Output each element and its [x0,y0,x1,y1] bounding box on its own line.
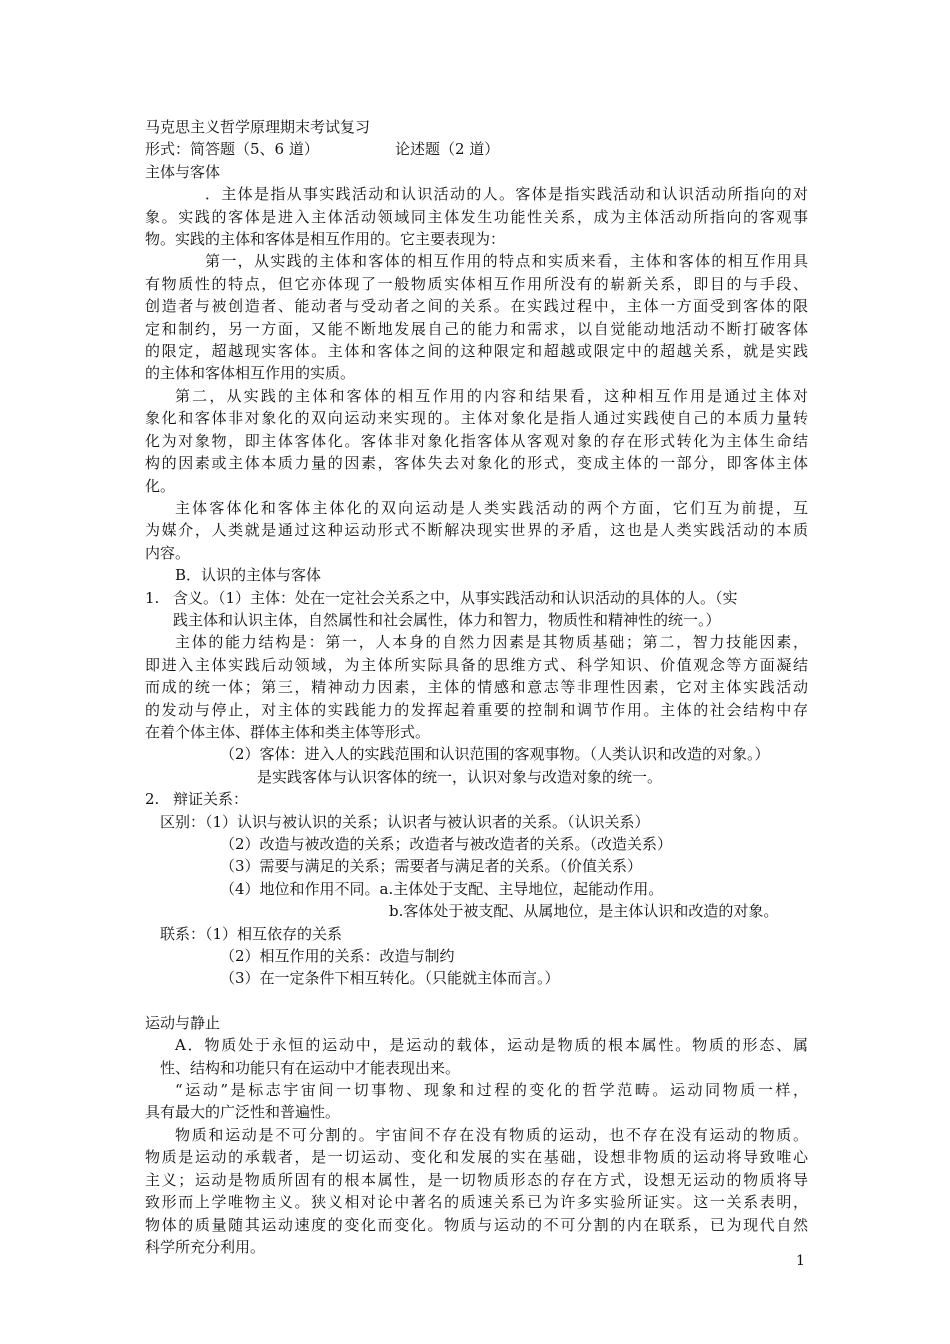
text-line: 内容。 [145,543,191,562]
paragraph-second-point [145,385,808,497]
list-item-dialectical-relation [145,788,808,810]
paragraph-first-point [145,250,808,384]
text-line: 象。实践的客体是进入主体活动领域同主体发生功能性关系，成为主体活动所指向的客观事 [145,207,808,226]
list-number: 1. [145,588,160,607]
blank-line [145,990,808,1012]
text-line: 第一，从实践的主体和客体的相互作用的特点和实质来看，主体和客体的相互作用具 [205,252,808,271]
section-heading-subject-object: 主体与客体 [145,162,221,181]
text-line: 为媒介，人类就是通过这种运动形式不断解决现实世界的矛盾，这也是人类实践活动的本质 [145,521,808,540]
connection-list [145,923,808,990]
text-line: 的限定，超越现实客体。主体和客体之间的这种限定和超越或限定中的超越关系，就是实践 [145,342,808,361]
text-line: 主体的能力结构是：第一，人本身的自然力因素是其物质基础；第二，智力技能因素， [175,633,808,652]
text-line: 第二，从实践的主体和客体的相互作用的内容和结果看，这种相互作用是通过主体对 [175,386,808,405]
text-line: 是实践客体与认识客体的统一，认识对象与改造对象的统一。 [257,767,663,786]
paragraph-ability-structure [145,631,808,743]
list-number: 2. [145,790,160,809]
text-line: 化为对象物，即主体客体化。客体非对象化指客体从客观对象的存在形式转化为主体生命结 [145,431,808,450]
format-essay: 论述题（2 道） [395,140,500,159]
text-line: 创造者与被创造者、能动者与受动者之间的关系。在实践过程中，主体一方面受到客体的限 [145,297,808,316]
text-line: 的发动与停止，对主体的实践能力的发挥起着重要的控制和调节作用。主体的社会结构中存 [145,700,808,719]
paragraph-inseparable [145,1124,808,1258]
text-line: （2）客体：进入人的实践范围和认识范围的客观事物。（人类认识和改造的对象。） [220,745,770,764]
exam-format-line [145,138,808,160]
difference-item: 区别：（1）认识与被认识的关系；认识者与被认识者的关系。（认识关系） [160,812,650,831]
page-number: 1 [796,1253,805,1269]
text-line: “运动”是标志宇宙间一切事物、现象和过程的变化的哲学范畴。运动同物质一样， [175,1081,808,1100]
paragraph-definition [145,183,808,250]
paragraph-two-way-movement [145,497,808,564]
subheading-cognition-subject-object: B．认识的主体与客体 [175,566,322,585]
connection-item: 联系：（1）相互依存的关系 [160,924,343,943]
text-line: 化。 [145,476,176,495]
document-body [145,116,808,1258]
text-line: 构的因素或主体本质力量的因素，客体失去对象化的形式，变成主体的一部分，即客体主体 [145,454,808,473]
text-line: 主体客体化和客体主体化的双向运动是人类实践活动的两个方面，它们互为前提，互 [175,498,808,517]
connection-item: （2）相互作用的关系：改造与制约 [220,947,455,966]
text-line: 辩证关系： [173,790,249,809]
connection-item: （3）在一定条件下相互转化。（只能就主体而言。） [220,969,560,988]
text-line: ．主体是指从事实践活动和认识活动的人。客体是指实践活动和认识活动所指向的对 [205,185,808,204]
text-line: 物体的质量随其运动速度的变化而变化。物质与运动的不可分割的内在联系，已为现代自然 [145,1215,808,1234]
text-line: 即进入主体实践后动领域，为主体所实际具备的思维方式、科学知识、价值观念等方面凝结 [145,655,808,674]
format-short-answer: 形式：简答题（5、6 道） [145,140,319,159]
text-line: 物质是运动的承载者，是一切运动、变化和发展的实在基础，设想非物质的运动将导致唯心 [145,1148,808,1167]
text-line: 含义。（1）主体：处在一定社会关系之中，从事实践活动和认识活动的具体的人。（实 [173,588,738,607]
text-line: 主义；运动是物质所固有的根本属性，是一切物质形态的存在方式，设想无运动的物质将导 [145,1170,808,1189]
text-line: A．物质处于永恒的运动中，是运动的载体，运动是物质的根本属性。物质的形态、属 [175,1036,808,1055]
text-line: 物。实践的主体和客体是相互作用的。它主要表现为： [145,230,506,249]
text-line: 物质和运动是不可分割的。宇宙间不存在没有物质的运动，也不存在没有运动的物质。 [175,1125,808,1144]
text-line: 的主体和客体相互作用的实质。 [145,364,356,383]
text-line: 象化和客体非对象化的双向运动来实现的。主体对象化是指人通过实践使自己的本质力量转 [145,409,808,428]
text-line: 在着个体主体、群体主体和类主体等形式。 [145,722,431,741]
text-line: 定和制约，另一方面，又能不断地发展自己的能力和需求，以自觉能动地活动不断打破客体 [145,319,808,338]
paragraph-motion-definition [145,1079,808,1124]
difference-item: （2）改造与被改造的关系；改造者与被改造者的关系。（改造关系） [220,835,673,853]
difference-item: b.客体处于被支配、从属地位，是主体认识和改造的对象。 [389,902,779,921]
text-line: 而成的统一体；第三，精神动力因素，主体的情感和意志等非理性因素，它对主体实践活动 [145,678,808,697]
text-line: 具有最大的广泛性和普遍性。 [145,1103,341,1122]
difference-list [145,811,808,923]
text-line: 致形而上学唯物主义。狭义相对论中著名的质速关系已为许多实验所证实。这一关系表明， [145,1193,808,1212]
text-line: 有物质性的特点，但它亦体现了一般物质实体相互作用所没有的崭新关系，即目的与手段、 [145,274,808,293]
difference-item: （3）需要与满足的关系；需要者与满足者的关系。（价值关系） [220,857,643,876]
text-line: 科学所充分利用。 [145,1237,266,1256]
paragraph-matter-motion [145,1034,808,1079]
text-line: 践主体和认识主体，自然属性和社会属性，体力和智力，物质性和精神性的统一。） [173,610,721,629]
difference-item: （4）地位和作用不同。a.主体处于支配、主导地位，起能动作用。 [220,879,664,898]
list-item-meaning [145,587,808,632]
paragraph-object-definition [145,743,808,788]
text-line: 性、结构和功能只有在运动中才能表现出来。 [160,1058,461,1077]
section-heading-motion-rest: 运动与静止 [145,1013,221,1032]
document-title: 马克思主义哲学原理期末考试复习 [145,118,371,136]
